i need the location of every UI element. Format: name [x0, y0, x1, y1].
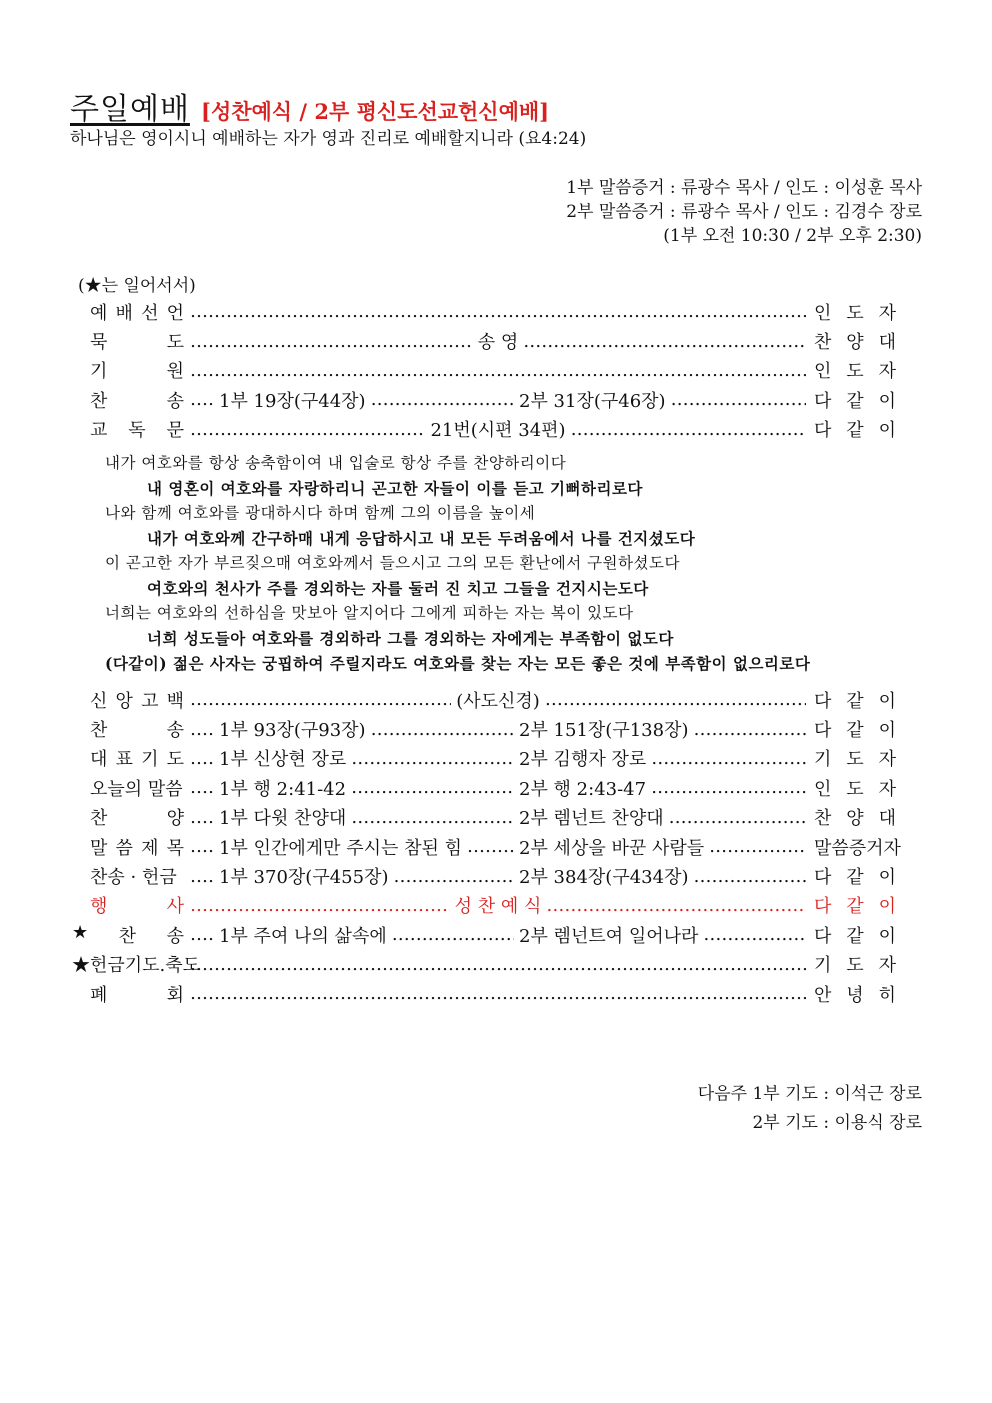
- leader-dots: [571, 419, 806, 440]
- order-row: [72, 920, 896, 949]
- order-leader: [806, 328, 896, 354]
- congregation-line: 여호와의 천사가 주를 경외하는 자를 둘러 진 치고 그들을 건지시는도다: [147, 579, 649, 598]
- order-label-char: 기: [141, 749, 159, 771]
- order-label-char: 기: [90, 361, 108, 383]
- order-label-char: 원: [166, 361, 184, 383]
- order-leader-char: 다: [814, 867, 832, 889]
- leader-dots: [651, 748, 806, 769]
- order-of-worship-top: [72, 297, 896, 444]
- service-2-cell: [514, 863, 806, 889]
- order-leader-char: 다: [814, 690, 832, 712]
- order-label-char: 찬: [90, 808, 108, 830]
- order-label: [72, 745, 190, 771]
- order-label-char: 배: [115, 302, 133, 324]
- order-leader-char: 이: [878, 720, 896, 742]
- service-1-item: 1부 19장(구44장): [219, 390, 366, 412]
- order-label: 오늘의 말씀: [90, 778, 183, 800]
- leader-dots: [703, 924, 806, 945]
- leader-dots: [669, 807, 806, 828]
- service-1-item: 1부 행 2:41-42: [219, 778, 347, 800]
- order-leader-char: 도: [846, 955, 864, 977]
- order-leader-char: 자: [878, 778, 896, 800]
- order-label-char: 도: [166, 332, 184, 354]
- service-1-item: 1부 93장(구93장): [219, 720, 366, 742]
- order-leader: [806, 892, 896, 918]
- order-label-char: 찬: [118, 925, 137, 947]
- order-label: [72, 416, 190, 442]
- order-leader-char: 도: [846, 302, 864, 324]
- order-label-char: 교: [90, 420, 108, 442]
- service-2-item: 2부 김행자 장로: [519, 749, 647, 771]
- order-label: ★헌금기도.축도: [72, 955, 201, 977]
- order-leader: 말씀증거자: [814, 837, 901, 859]
- order-leader: [806, 299, 896, 325]
- leader-line: 나와 함께 여호와를 광대하시다 하며 함께 그의 이름을 높이세: [105, 504, 536, 522]
- order-label-char: 묵: [90, 332, 108, 354]
- order-label-char: 신: [90, 690, 108, 712]
- order-row: [72, 861, 896, 890]
- leader-dots: [371, 389, 514, 410]
- service-1-info: 1부 말씀증거 : 류광수 목사 / 인도 : 이성훈 목사: [566, 178, 922, 198]
- page-title: 주일예배: [70, 92, 190, 127]
- order-leader-char: 기: [814, 749, 832, 771]
- order-leader-char: 인: [814, 302, 832, 324]
- order-label: [72, 357, 190, 383]
- order-body: [190, 301, 806, 322]
- order-row: [72, 979, 896, 1008]
- order-leader-char: 자: [878, 302, 896, 324]
- order-leader-char: 다: [814, 390, 832, 412]
- service-2-info: 2부 말씀증거 : 류광수 목사 / 인도 : 김경수 장로: [566, 202, 922, 222]
- leader-dots: [190, 331, 473, 352]
- order-leader-char: 찬: [814, 808, 832, 830]
- leader-dots: [190, 748, 214, 769]
- order-label-char: 찬: [90, 390, 108, 412]
- order-row: [72, 385, 896, 414]
- service-1-item: 1부 370장(구455장): [219, 867, 389, 889]
- order-row: [72, 415, 896, 444]
- order-label: [72, 299, 190, 325]
- order-leader-char: 대: [878, 332, 896, 354]
- congregation-line: 너희 성도들아 여호와를 경외하라 그를 경외하는 자에게는 부족함이 없도다: [147, 629, 674, 648]
- order-label: [72, 328, 190, 354]
- order-leader-char: 이: [878, 867, 896, 889]
- order-row: [72, 744, 896, 773]
- leader-dots: [190, 983, 806, 1004]
- standing-note: (★는 일어서서): [78, 276, 196, 296]
- order-label-char: 대: [90, 749, 108, 771]
- order-label-char: 고: [141, 690, 159, 712]
- order-leader: [806, 981, 896, 1007]
- order-leader-char: 자: [878, 749, 896, 771]
- order-leader: [806, 687, 896, 713]
- order-label-char: 폐: [90, 984, 108, 1006]
- leader-line: (다같이) 젊은 사자는 궁핍하여 주릴지라도 여호와를 찾는 자는 모든 좋은 것에 부족함이 없으리로다: [105, 654, 811, 673]
- order-label: [72, 387, 190, 413]
- order-leader: [806, 804, 896, 830]
- leader-dots: [693, 866, 806, 887]
- leader-dots: [671, 389, 806, 410]
- order-leader-char: 양: [846, 808, 864, 830]
- leader-dots: [190, 389, 214, 410]
- service-1-item: 1부 신상현 장로: [219, 749, 347, 771]
- order-label-char: 찬: [90, 720, 108, 742]
- order-leader: [806, 357, 896, 383]
- order-label: [72, 981, 190, 1007]
- order-body: [190, 863, 806, 889]
- order-leader-char: 대: [878, 808, 896, 830]
- order-leader-char: 자: [878, 955, 896, 977]
- order-leader: [806, 775, 896, 801]
- next-week-prayer: [698, 1080, 922, 1138]
- service-2-item: 2부 세상을 바꾼 사람들: [519, 837, 705, 859]
- service-2-cell: [514, 387, 806, 413]
- order-leader-char: 다: [814, 925, 832, 947]
- order-leader-char: 자: [878, 361, 896, 383]
- order-label-char: 회: [166, 984, 184, 1006]
- service-info: [566, 176, 922, 248]
- order-row: [72, 297, 896, 326]
- order-label-char: 예: [90, 302, 108, 324]
- leader-dots: [190, 689, 451, 710]
- service-2-cell: [514, 804, 806, 830]
- service-2-cell: [514, 775, 806, 801]
- order-label-char: 목: [166, 837, 184, 859]
- next-week-line-2: 2부 기도 : 이용식 장로: [752, 1113, 922, 1133]
- order-leader-char: 같: [846, 867, 864, 889]
- order-leader-char: 같: [846, 390, 864, 412]
- order-leader-char: 다: [814, 420, 832, 442]
- order-leader-char: 다: [814, 896, 832, 918]
- order-label: [72, 892, 190, 918]
- leader-dots: [709, 836, 806, 857]
- service-1-item: 1부 인간에게만 주시는 참된 힘: [219, 837, 462, 859]
- order-leader-char: 인: [814, 778, 832, 800]
- order-leader: [806, 863, 896, 889]
- order-leader-char: 안: [814, 984, 832, 1006]
- next-week-line-1: 다음주 1부 기도 : 이석근 장로: [697, 1084, 922, 1104]
- order-row: [72, 891, 896, 920]
- order-body: [190, 922, 806, 948]
- order-label-char: 문: [166, 420, 184, 442]
- order-body: [190, 387, 806, 413]
- order-leader-char: 같: [846, 720, 864, 742]
- order-row: [72, 356, 896, 385]
- order-body: [190, 360, 806, 381]
- order-body: [190, 416, 806, 442]
- leader-dots: [351, 777, 514, 798]
- service-2-item: 2부 렘넌트 찬양대: [519, 808, 664, 830]
- order-label-char: 송: [166, 720, 184, 742]
- order-row: [72, 950, 896, 979]
- order-label-char: 독: [128, 420, 146, 442]
- order-label-char: 백: [166, 690, 184, 712]
- service-2-cell: [514, 922, 806, 948]
- order-center-text: 성 찬 예 식: [454, 896, 542, 918]
- order-row: [72, 832, 901, 861]
- order-body: [190, 804, 806, 830]
- leader-dots: [190, 924, 214, 945]
- order-leader-char: 같: [846, 925, 864, 947]
- order-label-char: 제: [141, 837, 159, 859]
- title-line: [70, 84, 549, 128]
- order-leader: [806, 922, 896, 948]
- leader-dots: [190, 301, 806, 322]
- leader-dots: [523, 331, 806, 352]
- order-label-char: 말: [90, 837, 108, 859]
- order-label: 찬송 · 헌금: [90, 867, 177, 889]
- order-leader-char: 같: [846, 690, 864, 712]
- leader-dots: [467, 836, 514, 857]
- leader-dots: [190, 954, 806, 975]
- order-row: [72, 326, 896, 355]
- order-body: [190, 687, 806, 713]
- order-label-char: 씀: [115, 837, 133, 859]
- order-center-text: (사도신경): [456, 690, 540, 712]
- order-label-char: ★: [72, 921, 89, 943]
- order-leader: [806, 745, 896, 771]
- leader-line: 너희는 여호와의 선하심을 맛보아 알지어다 그에게 피하는 자는 복이 있도다: [105, 604, 634, 622]
- order-leader: [806, 951, 896, 977]
- order-leader: [806, 416, 896, 442]
- order-label-char: 표: [115, 749, 133, 771]
- leader-dots: [190, 836, 214, 857]
- order-row: [72, 714, 896, 743]
- order-leader-char: 같: [846, 896, 864, 918]
- order-leader-char: 도: [846, 749, 864, 771]
- order-label: [72, 716, 190, 742]
- order-label: [72, 834, 190, 860]
- theme-verse: 하나님은 영이시니 예배하는 자가 영과 진리로 예배할지니라 (요4:24): [70, 129, 587, 149]
- leader-line: 이 곤고한 자가 부르짖으매 여호와께서 들으시고 그의 모든 환난에서 구원하셨도다: [105, 554, 680, 572]
- order-row: [72, 803, 896, 832]
- leader-dots: [351, 748, 514, 769]
- order-leader-char: 이: [878, 925, 896, 947]
- order-leader-char: 히: [878, 984, 896, 1006]
- service-1-item: 1부 주여 나의 삶속에: [219, 925, 387, 947]
- service-2-cell: [514, 745, 806, 771]
- leader-dots: [693, 719, 806, 740]
- order-body: [190, 775, 806, 801]
- order-leader-char: 도: [846, 361, 864, 383]
- order-leader-char: 녕: [846, 984, 864, 1006]
- order-label-char: 도: [166, 749, 184, 771]
- order-leader: [806, 716, 896, 742]
- order-body: [190, 834, 806, 860]
- leader-dots: [190, 866, 214, 887]
- order-leader-char: 다: [814, 720, 832, 742]
- leader-dots: [545, 689, 806, 710]
- leader-line: 내가 여호와를 항상 송축함이여 내 입술로 항상 주를 찬양하리이다: [105, 454, 567, 472]
- leader-dots: [371, 719, 514, 740]
- order-row: [72, 773, 896, 802]
- leader-dots: [651, 777, 806, 798]
- order-label: [72, 804, 190, 830]
- service-2-item: 2부 행 2:43-47: [519, 778, 647, 800]
- service-2-item: 2부 384장(구434장): [519, 867, 689, 889]
- order-body: [190, 716, 806, 742]
- leader-dots: [190, 895, 450, 916]
- leader-dots: [190, 719, 214, 740]
- order-label-char: 송: [166, 390, 184, 412]
- leader-dots: [190, 360, 806, 381]
- order-label-char: 사: [166, 896, 184, 918]
- service-2-item: 2부 151장(구138장): [519, 720, 689, 742]
- order-label-char: 언: [166, 302, 184, 324]
- order-label: [72, 687, 190, 713]
- responsive-reading: [105, 451, 925, 676]
- order-leader-char: 인: [814, 361, 832, 383]
- order-leader-char: 이: [878, 420, 896, 442]
- order-label-char: 행: [90, 896, 108, 918]
- leader-dots: [546, 895, 806, 916]
- order-leader-char: 같: [846, 420, 864, 442]
- leader-dots: [190, 419, 425, 440]
- leader-dots: [351, 807, 514, 828]
- service-2-cell: [514, 834, 806, 860]
- service-times: (1부 오전 10:30 / 2부 오후 2:30): [663, 226, 922, 246]
- order-row: [72, 685, 896, 714]
- order-leader-char: 기: [814, 955, 832, 977]
- service-2-item: 2부 31장(구46장): [519, 390, 666, 412]
- order-label: [72, 922, 190, 948]
- congregation-line: 내가 여호와께 간구하매 내게 응답하시고 내 모든 두려움에서 나를 건지셨도다: [147, 529, 696, 548]
- order-leader-char: 양: [846, 332, 864, 354]
- order-label-char: 송: [166, 925, 184, 947]
- order-body: [190, 328, 806, 354]
- service-2-cell: [514, 716, 806, 742]
- order-body: [190, 745, 806, 771]
- order-of-worship-bottom: [72, 685, 901, 1008]
- order-label-char: 양: [166, 808, 184, 830]
- order-body: [190, 983, 806, 1004]
- order-leader-char: 이: [878, 896, 896, 918]
- leader-dots: [190, 807, 214, 828]
- order-leader-char: 이: [878, 390, 896, 412]
- order-body: [190, 954, 806, 975]
- service-1-item: 1부 다윗 찬양대: [219, 808, 347, 830]
- order-leader: [806, 387, 896, 413]
- order-label-char: 앙: [115, 690, 133, 712]
- order-center-text: 21번(시편 34편): [430, 420, 566, 442]
- order-leader-char: 찬: [814, 332, 832, 354]
- service-2-item: 2부 렘넌트여 일어나라: [519, 925, 699, 947]
- leader-dots: [393, 866, 514, 887]
- leader-dots: [392, 924, 514, 945]
- order-center-text: 송 영: [477, 332, 519, 354]
- congregation-line: 내 영혼이 여호와를 자랑하리니 곤고한 자들이 이를 듣고 기뻐하리로다: [147, 479, 643, 498]
- order-leader-char: 이: [878, 690, 896, 712]
- order-label-char: 선: [141, 302, 159, 324]
- page-subtitle: [성찬예식 / 2부 평신도선교헌신예배]: [201, 99, 550, 124]
- order-leader-char: 도: [846, 778, 864, 800]
- leader-dots: [190, 777, 214, 798]
- order-body: [190, 892, 806, 918]
